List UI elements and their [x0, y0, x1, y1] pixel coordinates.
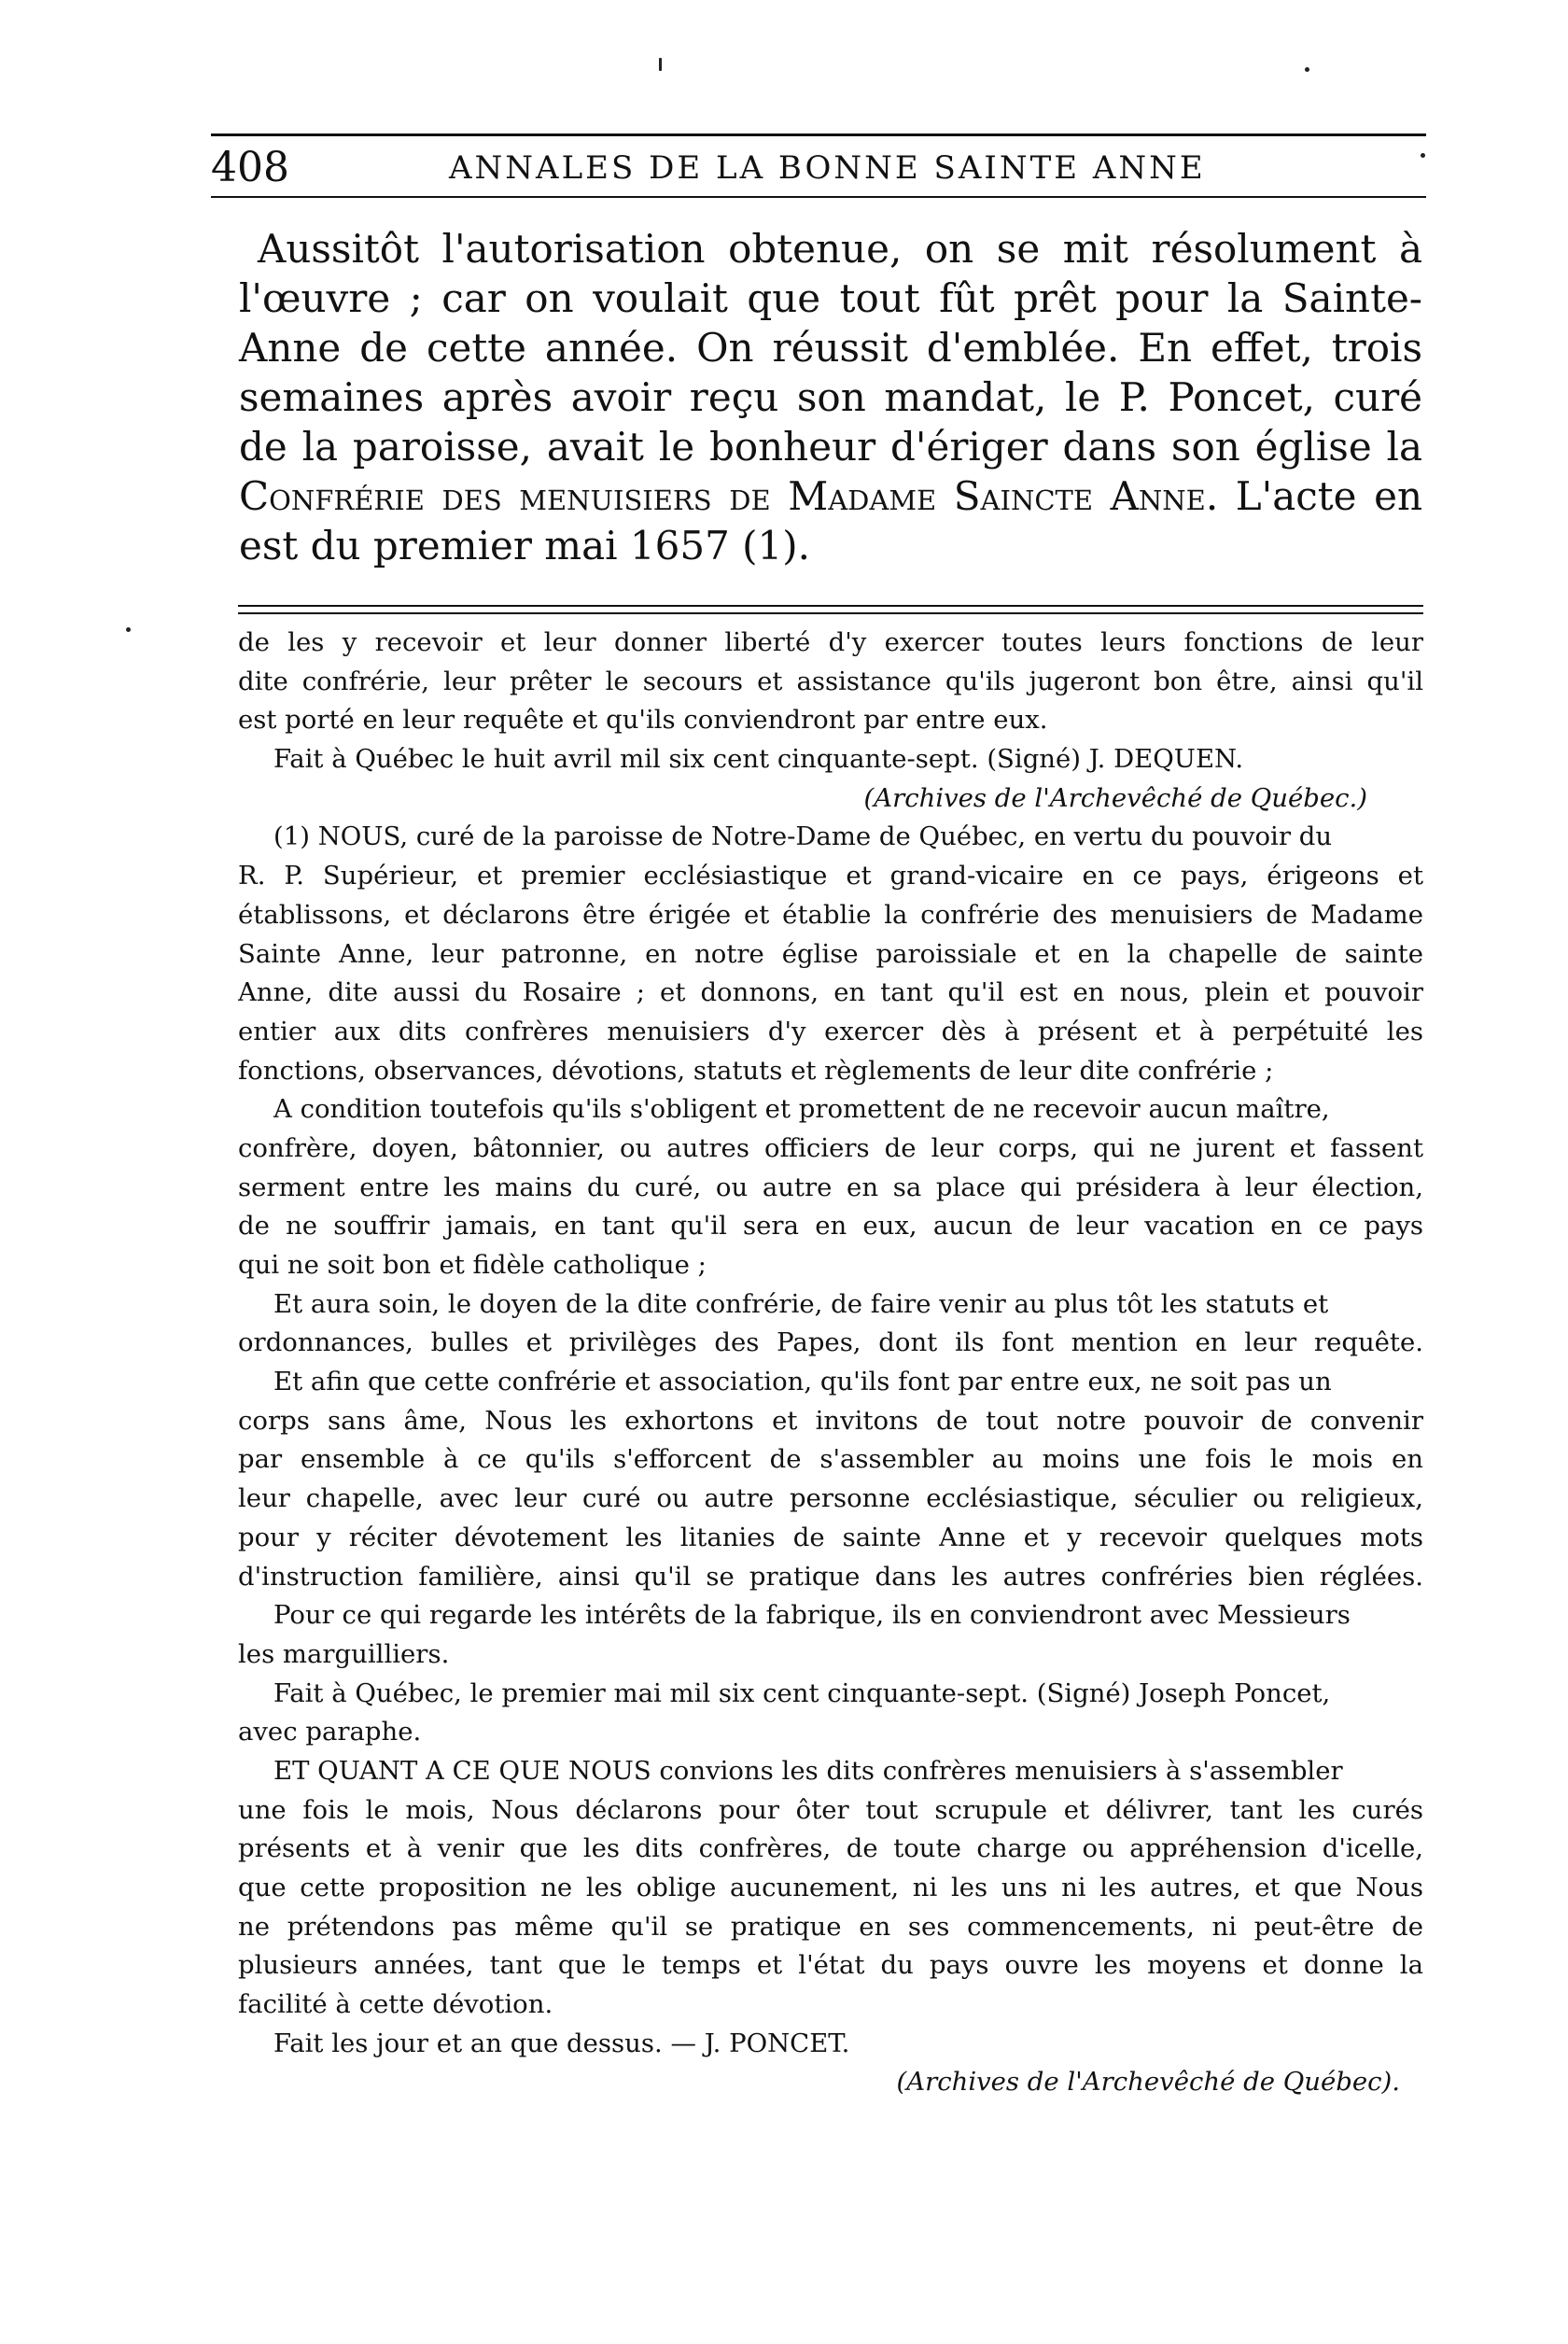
- footnote-line: Fait à Québec, le premier mai mil six cent cinquante-sept. (Signé) Joseph Poncet,: [273, 1677, 1331, 1708]
- scan-speck: [126, 627, 131, 632]
- footnote-line: les marguilliers.: [238, 1638, 450, 1669]
- archive-citation: (Archives de l'Archevêché de Québec).: [896, 2067, 1400, 2098]
- main-paragraph: [239, 224, 1422, 570]
- footnote-line: qui ne soit bon et fidèle catholique ;: [238, 1250, 707, 1280]
- footnote-rule-top: [238, 605, 1423, 607]
- footnote-line: Anne, dite aussi du Rosaire ; et donnons, en tant qu'il est en nous, plein et pouvoir: [238, 977, 1423, 1008]
- footnote-line: de ne souffrir jamais, en tant qu'il sera en eux, aucun de leur vacation en ce pays: [238, 1211, 1423, 1242]
- footnote-line: d'instruction familière, ainsi qu'il se pratique dans les autres confréries bien réglées.: [238, 1561, 1423, 1592]
- footnote-line: ne prétendons pas même qu'il se pratique en ses commencements, ni peut-être de: [238, 1911, 1423, 1942]
- page-header: [211, 140, 1424, 196]
- footnote-line: facilité à cette dévotion.: [238, 1989, 553, 2020]
- footnote-line: corps sans âme, Nous les exhortons et invitons de tout notre pouvoir de convenir: [238, 1405, 1423, 1436]
- footnote-line: entier aux dits confrères menuisiers d'y exercer dès à présent et à perpétuité les: [238, 1016, 1423, 1046]
- footnote-line: une fois le mois, Nous déclarons pour ôter tout scrupule et délivrer, tant les curés: [238, 1794, 1423, 1825]
- footnotes: [238, 624, 1423, 2102]
- archive-citation: (Archives de l'Archevêché de Québec.): [863, 782, 1367, 813]
- footnote-line: plusieurs années, tant que le temps et l'état du pays ouvre les moyens et donne la: [238, 1950, 1423, 1981]
- footnote-line: Et aura soin, le doyen de la dite confrérie, de faire venir au plus tôt les statuts et: [273, 1288, 1329, 1319]
- main-text-part-1: Aussitôt l'autorisation obtenue, on se mit résolument à l'œuvre ; car on voulait que tout fût prêt pour la Sainte-Anne de cette année. On réussit d'emblée. En effet, trois semaines après avoir reçu son mandat, le P. Poncet, curé de la paroisse, avait le bonheur d'ériger dans son église la: [239, 226, 1422, 470]
- confraternity-name: Confrérie des menuisiers de Madame Saincte Anne: [239, 473, 1206, 519]
- footnote-line: de les y recevoir et leur donner liberté d'y exercer toutes leurs fonctions de leur: [238, 627, 1423, 657]
- footnote-line: leur chapelle, avec leur curé ou autre personne ecclésiastique, séculier ou religieux,: [238, 1483, 1423, 1514]
- footnote-line: Fait à Québec le huit avril mil six cent cinquante-sept. (Signé) J. DEQUEN.: [273, 744, 1244, 775]
- header-top-rule: [211, 133, 1426, 136]
- footnote-line: Sainte Anne, leur patronne, en notre église paroissiale et en la chapelle de sainte: [238, 938, 1423, 969]
- footnote-line: (1) NOUS, curé de la paroisse de Notre-Dame de Québec, en vertu du pouvoir du: [273, 821, 1333, 852]
- footnote-line: Pour ce qui regarde les intérêts de la fabrique, ils en conviendront avec Messieurs: [273, 1600, 1351, 1631]
- scan-speck: [1421, 153, 1425, 158]
- main-text: [239, 224, 1422, 570]
- footnote-line: serment entre les mains du curé, ou autre en sa place qui présidera à leur élection,: [238, 1172, 1423, 1202]
- footnote-line: que cette proposition ne les oblige aucunement, ni les uns ni les autres, et que Nous: [238, 1873, 1423, 1902]
- footnote-line: présents et à venir que les dits confrères, de toute charge ou appréhension d'icelle,: [238, 1833, 1423, 1864]
- footnote-line: ET QUANT A CE QUE NOUS convions les dits confrères menuisiers à s'assembler: [273, 1755, 1343, 1786]
- footnote-line: par ensemble à ce qu'ils s'efforcent de s'assembler au moins une fois le mois en: [238, 1444, 1423, 1475]
- footnote-line: R. P. Supérieur, et premier ecclésiastique et grand-vicaire en ce pays, érigeons et: [238, 861, 1423, 891]
- running-title: ANNALES DE LA BONNE SAINTE ANNE: [449, 149, 1206, 187]
- scan-speck: [659, 58, 662, 71]
- footnote-line: dite confrérie, leur prêter le secours et assistance qu'ils jugeront bon être, ainsi qu'il: [238, 666, 1423, 696]
- footnote-line: ordonnances, bulles et privilèges des Papes, dont ils font mention en leur requête.: [238, 1327, 1423, 1358]
- footnote-line: avec paraphe.: [238, 1717, 422, 1747]
- footnote-line: fonctions, observances, dévotions, statuts et règlements de leur dite confrérie ;: [238, 1055, 1274, 1086]
- footnote-line: est porté en leur requête et qu'ils conviendront par entre eux.: [238, 705, 1048, 736]
- footnote-line: A condition toutefois qu'ils s'obligent et promettent de ne recevoir aucun maître,: [273, 1094, 1330, 1125]
- scan-speck: [1305, 67, 1309, 72]
- page-number: 408: [211, 144, 289, 191]
- main-text-part-2: . L'acte en est du premier mai 1657 (1).: [239, 473, 1422, 568]
- footnote-line: Fait les jour et an que dessus. — J. PONCET.: [273, 2028, 850, 2058]
- footnote-rule-bottom: [238, 612, 1423, 614]
- footnote-line: pour y réciter dévotement les litanies de sainte Anne et y recevoir quelques mots: [238, 1522, 1423, 1552]
- footnote-line: établissons, et déclarons être érigée et établie la confrérie des menuisiers de Madame: [238, 899, 1423, 930]
- footnote-line: confrère, doyen, bâtonnier, ou autres officiers de leur corps, qui ne jurent et fassent: [238, 1132, 1423, 1163]
- footnote-line: Et afin que cette confrérie et association, qu'ils font par entre eux, ne soit pas un: [273, 1367, 1332, 1397]
- header-bottom-rule: [211, 196, 1426, 198]
